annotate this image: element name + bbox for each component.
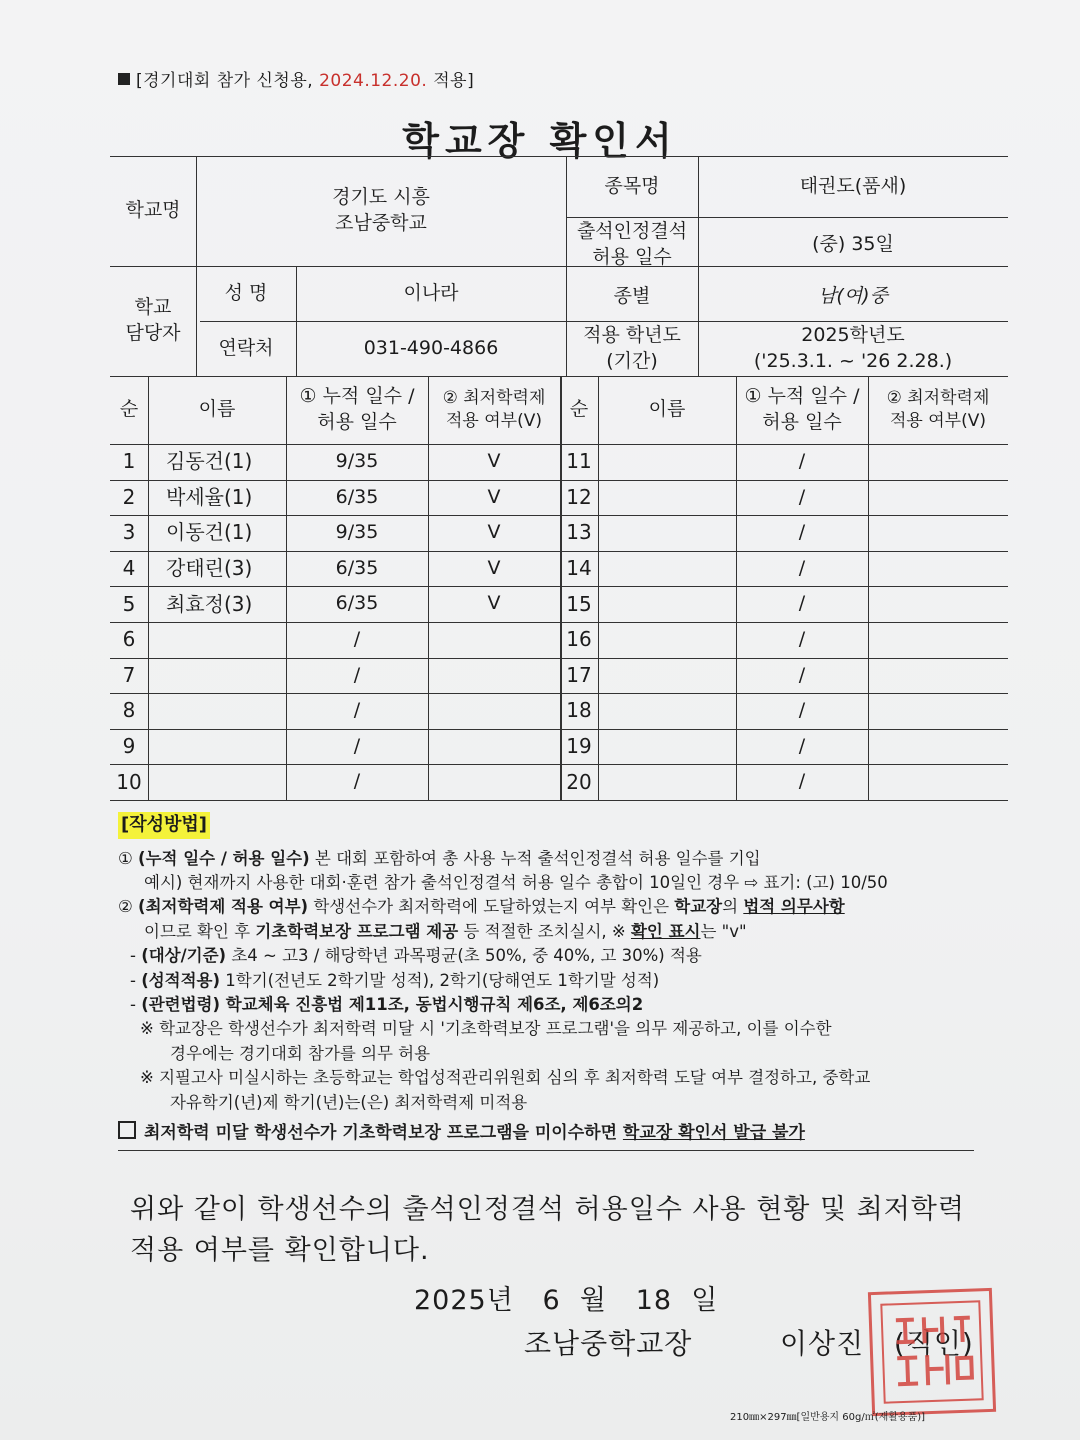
- min-grade-check-right-2: [868, 480, 1008, 516]
- student-name-left-3: 이동건(1): [166, 520, 253, 545]
- absence-value: (중) 35일: [812, 232, 894, 255]
- cumulative-days-left-5: 6/35: [335, 592, 379, 615]
- row-number-left-3: 3: [122, 520, 136, 545]
- min-grade-check-left-3: V: [487, 521, 501, 544]
- student-name-left-9: [148, 729, 286, 765]
- school-name: [196, 156, 566, 266]
- item2-bold: (최저학력제 적용 여부): [138, 897, 309, 917]
- student-name-left-8: [148, 693, 286, 729]
- cumulative-days-right-7: /: [798, 663, 806, 686]
- min-grade-check-right-8: [868, 693, 1008, 729]
- min-grade-check-left-5: V: [487, 592, 501, 615]
- item2-text-c: 의: [722, 897, 739, 917]
- col-header-days-left: [286, 376, 428, 444]
- top-note: [118, 66, 474, 91]
- category-label: 종별: [613, 284, 651, 307]
- manager-label-line2: 담당자: [125, 322, 181, 344]
- row-number-left-8: 8: [122, 698, 136, 723]
- manager-label: [110, 266, 196, 376]
- row-number-left-6: 6: [122, 627, 136, 652]
- year-value-line2: ('25.3.1. ~ '26 2.28.): [753, 349, 953, 372]
- student-name-left-5: 최효정(3): [166, 591, 253, 616]
- col-header-no-right: 순: [569, 398, 589, 421]
- student-name-right-5: [598, 586, 736, 622]
- col-header-days-line2: 허용 일수: [762, 411, 842, 433]
- min-grade-check-right-6: [868, 622, 1008, 658]
- top-note-date: 2024.12.20.: [319, 71, 428, 91]
- row-number-left-4: 4: [122, 556, 136, 581]
- square-bullet-icon: [118, 73, 130, 85]
- student-name-left-2: 박세율(1): [166, 484, 253, 509]
- student-table: [110, 376, 1008, 806]
- row-number-left-10: 10: [116, 769, 142, 794]
- absence-label-line1: 출석인정결석: [576, 219, 688, 242]
- confirmation-statement: [130, 1190, 990, 1271]
- note2-line1: ※ 지필고사 미실시하는 초등학교는 학업성적관리위원회 심의 후 최저학력 도달 여부 결정하고, 중학교: [140, 1068, 871, 1088]
- item1-text: 본 대회 포함하여 총 사용 누적 출석인정결석 허용 일수를 기입: [314, 848, 761, 868]
- cumulative-days-left-1: 9/35: [335, 449, 379, 472]
- sub1-text: 초4 ~ 고3 / 해당학년 과목평균(초 50%, 중 40%, 고 30%) 적용: [231, 946, 702, 966]
- cumulative-days-right-1: /: [798, 449, 806, 472]
- item2-line2-bold: 기초학력보장 프로그램 제공: [255, 921, 459, 941]
- sub3-bold: (관련법령) 학교체육 진흥법 제11조, 동법시행규칙 제6조, 제6조의2: [141, 995, 644, 1015]
- instruction-example: 예시) 현재까지 사용한 대회·훈련 참가 출석인정결석 허용 일수 총합이 10일인 경우 ⇨ 표기: (고) 10/50: [144, 873, 888, 893]
- seal-icon: [875, 1295, 989, 1409]
- signer-mark: (직인): [893, 1327, 974, 1360]
- official-seal-stamp: [868, 1288, 996, 1416]
- col-header-no-left: 순: [119, 398, 139, 421]
- min-grade-check-right-9: [868, 729, 1008, 765]
- student-name-right-8: [598, 693, 736, 729]
- contact-label: 연락처: [218, 336, 274, 359]
- student-name-left-10: [148, 764, 286, 800]
- cumulative-days-left-3: 9/35: [335, 521, 379, 544]
- row-number-left-7: 7: [122, 662, 136, 687]
- cumulative-days-right-10: /: [798, 770, 806, 793]
- student-name-right-1: [598, 444, 736, 480]
- year-label-line1: 적용 학년도: [583, 323, 681, 346]
- col-header-min-line2: 적용 여부(V): [890, 411, 986, 431]
- student-name-right-3: [598, 515, 736, 551]
- top-note-suffix: 적용]: [433, 71, 475, 91]
- confirmation-line2: 적용 여부를 확인합니다.: [130, 1234, 430, 1266]
- document-title: 학교장 확인서: [402, 119, 678, 163]
- sub1-bold: (대상/기준): [141, 946, 227, 966]
- min-grade-check-right-1: [868, 444, 1008, 480]
- cumulative-days-left-8: /: [353, 699, 361, 722]
- student-name-left-1: 김동건(1): [166, 449, 253, 474]
- item2-bold-b: 학교장: [674, 897, 723, 917]
- row-number-right-8: 18: [566, 698, 592, 723]
- min-grade-check-left-1: V: [487, 449, 501, 472]
- cumulative-days-left-9: /: [353, 734, 361, 757]
- student-name-right-6: [598, 622, 736, 658]
- col-header-min-line1: ② 최저학력제: [886, 388, 990, 409]
- row-number-right-4: 14: [566, 556, 592, 581]
- min-grade-check-left-2: V: [487, 485, 501, 508]
- school-name-line1: 경기도 시흥: [332, 186, 430, 209]
- notice-emphasis: 학교장 확인서 발급 불가: [622, 1123, 805, 1144]
- note1-line2: 경우에는 경기대회 참가를 의무 허용: [170, 1043, 431, 1063]
- event-label: 종목명: [604, 174, 660, 197]
- confirmation-line1: 위와 같이 학생선수의 출석인정결석 허용일수 사용 현황 및 최저학력: [130, 1194, 965, 1225]
- paper-spec-footer: 210㎜×297㎜[일반용지 60g/㎡(재활용품)]: [730, 1412, 926, 1423]
- cumulative-days-left-6: /: [353, 627, 361, 650]
- absence-label: [566, 217, 698, 272]
- sub2-bold: (성적적용): [141, 970, 221, 990]
- col-header-min-line2: 적용 여부(V): [446, 411, 542, 431]
- cumulative-days-right-3: /: [798, 521, 806, 544]
- instruction-item2-line2: [118, 920, 998, 944]
- item2-mark: ②: [118, 897, 133, 917]
- student-name-right-7: [598, 658, 736, 694]
- cumulative-days-right-9: /: [798, 734, 806, 757]
- name-value: 이나라: [403, 281, 459, 304]
- min-grade-check-left-8: [428, 693, 560, 729]
- student-name-left-4: 강태린(3): [166, 556, 253, 581]
- cumulative-days-right-4: /: [798, 556, 806, 579]
- year-label-line2: (기간): [606, 349, 658, 372]
- min-grade-check-right-10: [868, 764, 1008, 800]
- item2-line2-c: 는 "v": [700, 921, 747, 941]
- instruction-item1: [118, 847, 998, 871]
- item2-text-a: 학생선수가 최저학력에 도달하였는지 여부 확인은: [313, 897, 670, 917]
- col-header-min-left: [428, 376, 560, 444]
- col-header-min-right: [868, 376, 1008, 444]
- item2-bold-d: 법적 의무사항: [743, 897, 845, 917]
- min-grade-check-right-4: [868, 551, 1008, 587]
- col-header-name-right: 이름: [648, 398, 686, 421]
- row-number-left-5: 5: [122, 591, 136, 616]
- min-grade-check-right-3: [868, 515, 1008, 551]
- row-number-right-9: 19: [566, 734, 592, 759]
- absence-label-line2: 허용 일수: [592, 245, 672, 268]
- row-number-left-1: 1: [122, 449, 136, 474]
- item1-mark: ①: [118, 848, 133, 868]
- col-header-name-left: 이름: [198, 398, 236, 421]
- sub-item-target: - (대상/기준) 초4 ~ 고3 / 해당학년 과목평균(초 50%, 중 40%, 고 30%) 적용: [130, 946, 702, 966]
- name-label: 성 명: [224, 281, 268, 304]
- header-info-table: [110, 156, 1008, 388]
- item1-bold: (누적 일수 / 허용 일수): [138, 848, 310, 868]
- row-number-right-5: 15: [566, 591, 592, 616]
- school-name-line2: 조남중학교: [335, 212, 427, 234]
- row-number-right-7: 17: [566, 662, 592, 687]
- instruction-item2: [118, 895, 998, 919]
- top-note-prefix: [경기대회 참가 신청용,: [136, 71, 314, 91]
- min-grade-check-left-10: [428, 764, 560, 800]
- school-label: 학교명: [125, 199, 181, 222]
- item2-line2-b: 등 적절한 조치실시, ※: [463, 921, 626, 941]
- row-number-right-10: 20: [566, 769, 592, 794]
- signer-school: 조남중학교장: [524, 1327, 693, 1360]
- min-grade-check-left-7: [428, 658, 560, 694]
- student-name-right-2: [598, 480, 736, 516]
- row-number-right-1: 11: [566, 449, 592, 474]
- note1-line1: ※ 학교장은 학생선수가 최저학력 미달 시 '기초학력보장 프로그램'을 의무 제공하고, 이를 이수한: [140, 1019, 832, 1039]
- signer-name-text: 이상진: [780, 1327, 865, 1360]
- col-header-days-line2: 허용 일수: [317, 411, 397, 433]
- col-header-days-right: [736, 376, 868, 444]
- cumulative-days-right-8: /: [798, 699, 806, 722]
- min-grade-check-left-6: [428, 622, 560, 658]
- student-name-left-6: [148, 622, 286, 658]
- note2-line2: 자유학기(년)제 학기(년)는(은) 최저학력제 미적용: [170, 1092, 528, 1112]
- cumulative-days-right-6: /: [798, 627, 806, 650]
- row-number-left-2: 2: [122, 484, 136, 509]
- min-grade-check-left-4: V: [487, 556, 501, 579]
- min-grade-check-right-5: [868, 586, 1008, 622]
- cumulative-days-left-7: /: [353, 663, 361, 686]
- notice-line: [118, 1121, 974, 1151]
- notice-text: 최저학력 미달 학생선수가 기초학력보장 프로그램을 미이수하면: [144, 1123, 617, 1144]
- student-name-left-7: [148, 658, 286, 694]
- col-header-days-line1: ① 누적 일수 /: [299, 385, 415, 408]
- student-name-right-10: [598, 764, 736, 800]
- col-header-min-line1: ② 최저학력제: [442, 388, 546, 409]
- item2-line2-a: 이므로 확인 후: [144, 921, 251, 941]
- col-header-days-line1: ① 누적 일수 /: [744, 385, 860, 408]
- cumulative-days-left-2: 6/35: [335, 485, 379, 508]
- arrow-box-icon: [118, 1121, 136, 1139]
- item2-line2-mark: 확인 표시: [630, 921, 701, 941]
- row-number-left-9: 9: [122, 734, 136, 759]
- student-name-right-4: [598, 551, 736, 587]
- cumulative-days-left-4: 6/35: [335, 556, 379, 579]
- row-number-right-2: 12: [566, 484, 592, 509]
- category-value: 남(여)중: [818, 284, 888, 307]
- instructions-tag: [작성방법]: [118, 812, 210, 839]
- sub-item-law: - (관련법령) 학교체육 진흥법 제11조, 동법시행규칙 제6조, 제6조의2: [130, 995, 644, 1015]
- student-name-right-9: [598, 729, 736, 765]
- issue-date: 2025년 6 월 18 일: [414, 1285, 719, 1316]
- min-grade-check-right-7: [868, 658, 1008, 694]
- contact-value: 031-490-4866: [363, 336, 499, 359]
- cumulative-days-right-2: /: [798, 485, 806, 508]
- year-value-line1: 2025학년도: [801, 323, 905, 346]
- year-label: [566, 321, 698, 376]
- sub2-text: 1학기(전년도 2학기말 성적), 2학기(당해연도 1학기말 성적): [225, 970, 660, 990]
- manager-label-line1: 학교: [134, 296, 172, 319]
- writing-instructions: [118, 812, 998, 1151]
- event-value: 태권도(품새): [799, 174, 907, 197]
- cumulative-days-left-10: /: [353, 770, 361, 793]
- cumulative-days-right-5: /: [798, 592, 806, 615]
- row-number-right-3: 13: [566, 520, 592, 545]
- row-number-right-6: 16: [566, 627, 592, 652]
- sub-item-grades: - (성적적용) 1학기(전년도 2학기말 성적), 2학기(당해연도 1학기말 성적): [130, 970, 660, 990]
- min-grade-check-left-9: [428, 729, 560, 765]
- year-value: [698, 321, 1008, 376]
